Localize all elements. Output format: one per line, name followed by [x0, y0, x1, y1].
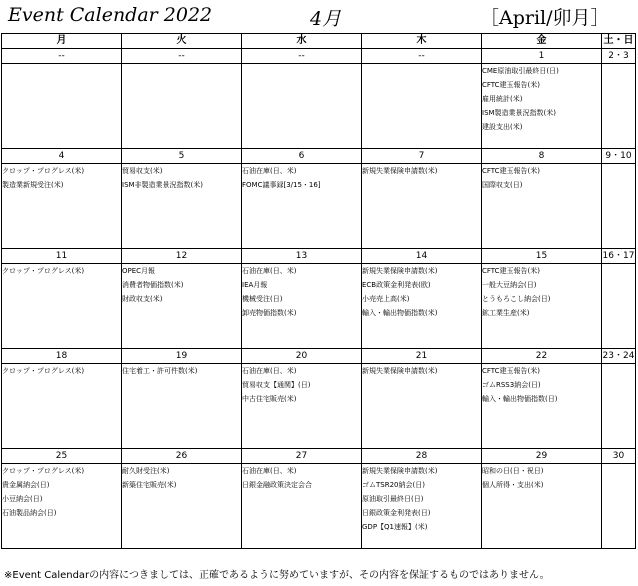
- event-row: [2, 64, 636, 149]
- day-cell: [2, 364, 122, 449]
- date-number: 8: [482, 149, 602, 164]
- day-cell: [2, 64, 122, 149]
- event-item: 貿易収支【通関】(日): [242, 381, 311, 389]
- day-cell: [122, 364, 242, 449]
- event-item: 日銀政策金利発表(日): [362, 509, 431, 517]
- date-number: 28: [362, 449, 482, 464]
- date-number: 4: [2, 149, 122, 164]
- event-item: FOMC議事録[3/15・16]: [242, 181, 321, 189]
- date-number: 30: [602, 449, 636, 464]
- day-cell: [602, 264, 636, 349]
- day-cell: [2, 164, 122, 249]
- day-cell: [122, 164, 242, 249]
- date-number: 18: [2, 349, 122, 364]
- day-cell: [122, 264, 242, 349]
- date-number: 22: [482, 349, 602, 364]
- day-cell: [482, 64, 602, 149]
- month-label: 4月: [310, 8, 342, 30]
- day-cell: [362, 364, 482, 449]
- date-number: 15: [482, 249, 602, 264]
- date-number: 27: [242, 449, 362, 464]
- event-item: CFTC建玉報告(米): [482, 81, 541, 89]
- date-number: --: [122, 49, 242, 64]
- date-number: 25: [2, 449, 122, 464]
- event-item: とうもろこし納会(日): [482, 295, 551, 303]
- calendar-title: Event Calendar 2022: [8, 4, 213, 26]
- event-item: IEA月報: [242, 281, 268, 289]
- day-cell: [482, 464, 602, 549]
- event-item: CME原油取引最終日(日): [482, 67, 559, 75]
- day-cell: [242, 164, 362, 249]
- event-item: 石油在庫(日、米): [242, 167, 297, 175]
- day-cell: [482, 164, 602, 249]
- date-number: 11: [2, 249, 122, 264]
- day-cell: [122, 464, 242, 549]
- day-cell: [362, 464, 482, 549]
- event-item: クロップ・プログレス(米): [2, 367, 85, 375]
- event-item: ISM製造業景況指数(米): [482, 109, 557, 117]
- event-item: 新規失業保険申請数(米): [362, 367, 438, 375]
- event-item: 一般大豆納会(日): [482, 281, 537, 289]
- event-item: クロップ・プログレス(米): [2, 167, 85, 175]
- event-item: 日銀金融政策決定会合: [242, 481, 312, 489]
- event-item: 新規失業保険申請数(米): [362, 267, 438, 275]
- event-item: 石油製品納会(日): [2, 509, 57, 517]
- date-number: 21: [362, 349, 482, 364]
- day-cell: [362, 264, 482, 349]
- day-cell: [242, 64, 362, 149]
- event-item: 石油在庫(日、米): [242, 267, 297, 275]
- event-item: 石油在庫(日、米): [242, 367, 297, 375]
- day-cell: [362, 64, 482, 149]
- event-item: ECB政策金利発表(欧): [362, 281, 431, 289]
- date-number: 29: [482, 449, 602, 464]
- event-item: ゴムTSR20納会(日): [362, 481, 425, 489]
- event-item: CFTC建玉報告(米): [482, 167, 541, 175]
- date-row: [2, 49, 636, 64]
- event-item: 中古住宅販売(米): [242, 395, 297, 403]
- event-row: [2, 364, 636, 449]
- day-cell: [602, 464, 636, 549]
- event-item: 小豆納会(日): [2, 495, 43, 503]
- weekday-monday: 月: [2, 34, 122, 49]
- date-number: 2・3: [602, 49, 636, 64]
- event-item: 輸入・輸出物価指数(米): [362, 309, 438, 317]
- event-item: 新規失業保険申請数(米): [362, 467, 438, 475]
- month-period-label: ［April/卯月］: [480, 7, 610, 29]
- date-number: --: [362, 49, 482, 64]
- event-item: 住宅着工・許可件数(米): [122, 367, 198, 375]
- weekday-friday: 金: [482, 34, 602, 49]
- event-item: 鉱工業生産(米): [482, 309, 530, 317]
- event-item: 昭和の日(日・祝日): [482, 467, 544, 475]
- date-number: 26: [122, 449, 242, 464]
- date-number: 20: [242, 349, 362, 364]
- event-item: クロップ・プログレス(米): [2, 267, 85, 275]
- day-cell: [482, 364, 602, 449]
- calendar-header: [0, 0, 638, 32]
- event-item: 新築住宅販売(米): [122, 481, 177, 489]
- event-item: 機械受注(日): [242, 295, 283, 303]
- event-item: ISM非製造業景況指数(米): [122, 181, 204, 189]
- event-item: 個人所得・支出(米): [482, 481, 544, 489]
- event-item: クロップ・プログレス(米): [2, 467, 85, 475]
- event-item: CFTC建玉報告(米): [482, 267, 541, 275]
- event-item: OPEC月報: [122, 267, 156, 275]
- day-cell: [242, 264, 362, 349]
- date-number: 7: [362, 149, 482, 164]
- day-cell: [242, 364, 362, 449]
- date-number: --: [242, 49, 362, 64]
- day-cell: [602, 364, 636, 449]
- date-number: 12: [122, 249, 242, 264]
- event-row: [2, 164, 636, 249]
- date-number: 23・24: [602, 349, 636, 364]
- event-item: 原油取引最終日(日): [362, 495, 424, 503]
- event-item: 消費者物価指数(米): [122, 281, 184, 289]
- day-cell: [602, 164, 636, 249]
- event-item: 石油在庫(日、米): [242, 467, 297, 475]
- event-item: 国際収支(日): [482, 181, 523, 189]
- event-item: 小売売上高(米): [362, 295, 410, 303]
- event-calendar-grid: [1, 33, 636, 549]
- event-item: 建設支出(米): [482, 123, 523, 131]
- event-item: 輸入・輸出物価指数(日): [482, 395, 558, 403]
- date-number: 16・17: [602, 249, 636, 264]
- date-number: --: [2, 49, 122, 64]
- event-item: ゴムRSS3納会(日): [482, 381, 541, 389]
- event-row: [2, 464, 636, 549]
- event-item: 財政収支(米): [122, 295, 163, 303]
- weekday-header-row: [2, 34, 636, 49]
- date-number: 14: [362, 249, 482, 264]
- day-cell: [2, 464, 122, 549]
- event-item: CFTC建玉報告(米): [482, 367, 541, 375]
- event-item: 貿易収支(米): [122, 167, 163, 175]
- date-number: 19: [122, 349, 242, 364]
- date-number: 5: [122, 149, 242, 164]
- date-row: [2, 249, 636, 264]
- date-number: 9・10: [602, 149, 636, 164]
- date-row: [2, 149, 636, 164]
- day-cell: [482, 264, 602, 349]
- date-number: 6: [242, 149, 362, 164]
- date-row: [2, 449, 636, 464]
- day-cell: [2, 264, 122, 349]
- weekday-tuesday: 火: [122, 34, 242, 49]
- day-cell: [362, 164, 482, 249]
- day-cell: [242, 464, 362, 549]
- event-item: 製造業新規受注(米): [2, 181, 64, 189]
- date-row: [2, 349, 636, 364]
- day-cell: [602, 64, 636, 149]
- event-item: 耐久財受注(米): [122, 467, 170, 475]
- day-cell: [122, 64, 242, 149]
- event-item: 雇用統計(米): [482, 95, 523, 103]
- weekday-weekend: 土・日: [602, 34, 636, 49]
- disclaimer-footer: ※Event Calendarの内容につきましては、正確であるように努めていますが、その内容を保証するものではありません。: [4, 570, 550, 581]
- weekday-thursday: 木: [362, 34, 482, 49]
- event-item: 貴金属納会(日): [2, 481, 50, 489]
- weekday-wednesday: 水: [242, 34, 362, 49]
- event-item: 新規失業保険申請数(米): [362, 167, 438, 175]
- date-number: 13: [242, 249, 362, 264]
- date-number: 1: [482, 49, 602, 64]
- event-item: GDP【Q1速報】(米): [362, 523, 428, 531]
- event-item: 卸売物価指数(米): [242, 309, 297, 317]
- event-row: [2, 264, 636, 349]
